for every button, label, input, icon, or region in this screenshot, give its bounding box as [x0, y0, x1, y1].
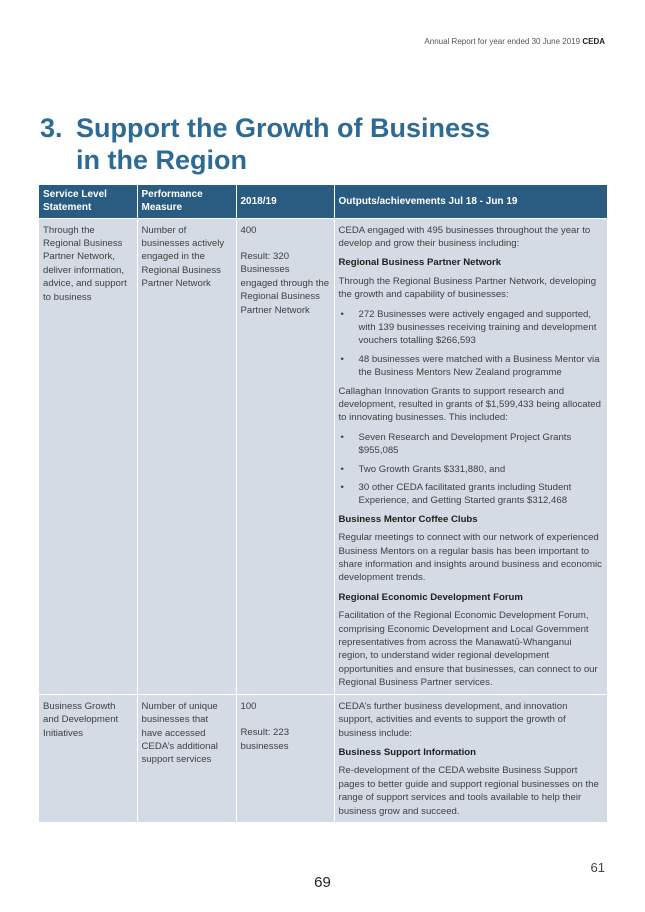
rbp-text: Through the Regional Business Partner Network, developing the growth and capability of businesses:: [338, 275, 597, 301]
page-number-center: 69: [314, 874, 331, 891]
performance-measure-cell: Number of unique businesses that have accessed CEDA’s additional support services: [137, 694, 236, 822]
column-header-year: 2018/19: [236, 185, 334, 218]
forum-subheading: Regional Economic Development Forum: [338, 591, 523, 603]
list-item: • Seven Research and Development Project Grants $955,085: [339, 431, 604, 458]
column-header-outputs: Outputs/achievements Jul 18 - Jun 19: [334, 185, 607, 218]
table-row: [39, 218, 607, 694]
column-header-service: Service Level Statement: [39, 185, 137, 218]
section-number: 3.: [40, 113, 63, 143]
outputs-intro: CEDA’s further business development, and innovation support, activities and events to support the growth of business include:: [338, 700, 568, 739]
result-value: Result: 320 Businesses engaged through the Regional Business Partner Network: [240, 250, 330, 316]
info-subheading: Business Support Information: [338, 746, 477, 758]
outputs-intro: CEDA engaged with 495 businesses throughout the year to develop and grow their business including:: [338, 224, 591, 249]
rbp-bullet-list: [339, 308, 604, 380]
list-item: • 48 businesses were matched with a Business Mentor via the Business Mentors New Zealand programme: [339, 353, 604, 380]
table-row: [39, 694, 607, 822]
column-header-measure: Performance Measure: [137, 185, 236, 218]
target-value: 100: [240, 700, 257, 712]
callaghan-text: Callaghan Innovation Grants to support research and development, resulted in grants of $1,599,433 being allocated to innovating businesses. This included:: [338, 385, 601, 424]
page-number-right: 61: [590, 860, 605, 875]
outputs-cell: [334, 218, 607, 694]
mentor-text: Regular meetings to connect with our network of experienced Business Mentors on a regular basis has been important to share information and insights around business and economic development trends.: [338, 532, 602, 584]
mentor-subheading: Business Mentor Coffee Clubs: [338, 513, 478, 525]
target-value: 400: [240, 224, 257, 236]
organisation-name: CEDA: [582, 37, 605, 46]
list-item: • Two Growth Grants $331,880, and: [339, 463, 604, 476]
result-value: Result: 223 businesses: [240, 727, 290, 752]
result-cell: [236, 218, 334, 694]
rbp-subheading: Regional Business Partner Network: [338, 257, 502, 269]
service-level-cell: Through the Regional Business Partner Network, deliver information, advice, and support to business: [39, 218, 137, 694]
performance-measure-cell: Number of businesses actively engaged in the Regional Business Partner Network: [137, 218, 236, 694]
forum-text: Facilitation of the Regional Economic Development Forum, comprising Economic Development and Local Government representatives from across the Manawatū-Whanganui region, to understand wider regional development opportunities and ensure that businesses, can connect to our Regional Business Partner services.: [338, 610, 598, 689]
list-item: • 272 Businesses were actively engaged and supported, with 139 businesses receiving training and development vouchers totalling $266,593: [339, 308, 604, 348]
report-header-note: [424, 37, 605, 46]
section-title-line2: in the Region: [76, 145, 247, 175]
table-header-row: [39, 185, 607, 218]
result-cell: [236, 694, 334, 822]
section-title-line1: Support the Growth of Business: [76, 113, 491, 143]
report-title: Annual Report for year ended 30 June 2019: [424, 37, 581, 46]
outputs-cell: [334, 694, 607, 822]
section-heading: [40, 112, 600, 176]
list-item: • 30 other CEDA facilitated grants including Student Experience, and Getting Started grants $312,468: [339, 481, 604, 508]
service-level-cell: Business Growth and Development Initiatives: [39, 694, 137, 822]
info-text: Re-development of the CEDA website Business Support pages to better guide and support regional businesses on the range of support services and tools available to help their business grow and succeed.: [338, 765, 599, 817]
performance-table: [39, 185, 607, 822]
callaghan-bullet-list: [339, 431, 604, 508]
